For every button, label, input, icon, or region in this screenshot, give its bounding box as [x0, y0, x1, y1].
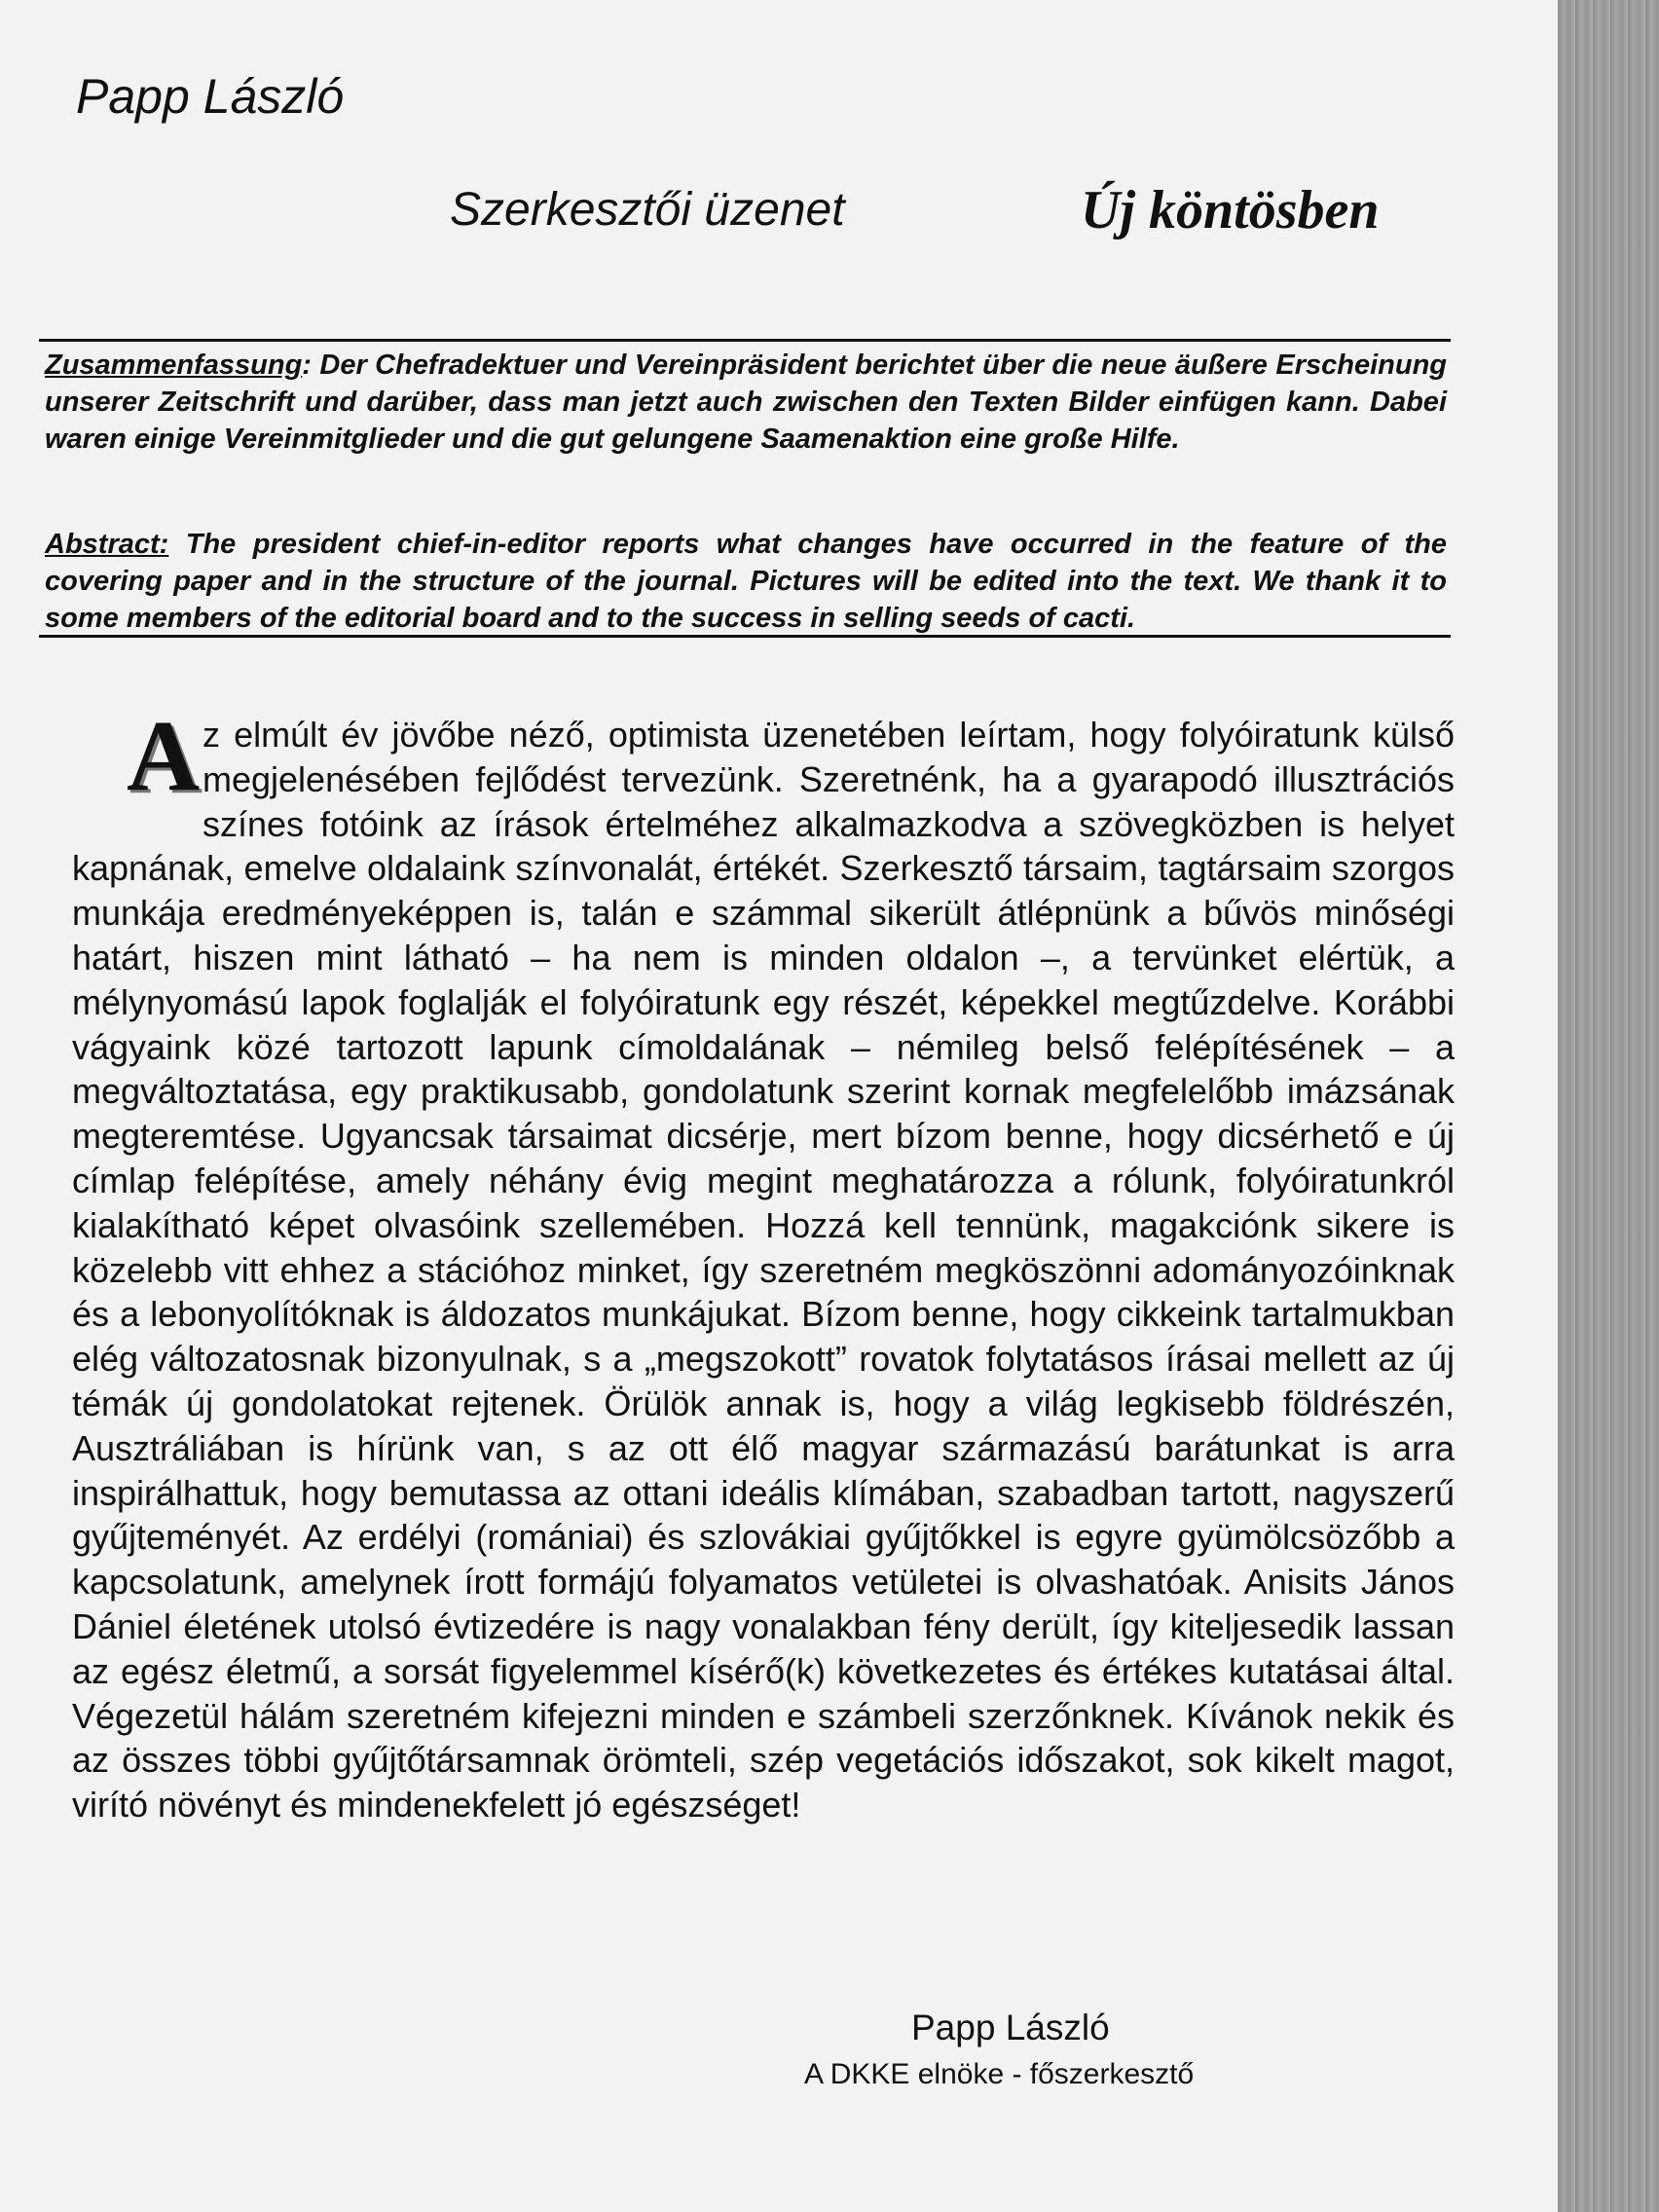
summary-german: [45, 347, 1447, 458]
top-rule: [39, 339, 1451, 342]
abstract-english: [45, 526, 1447, 637]
abstract-english-text: The president chief-in-editor reports what changes have occurred in the feature of the covering paper and in the structure of the journal. Pictures will be edited into the text. We thank it to some members of the editorial board and to the success in selling seeds of cacti.: [45, 529, 1447, 634]
bottom-rule: [39, 635, 1451, 638]
article-title: Új köntösben: [1081, 180, 1380, 240]
section-label: Szerkesztői üzenet: [450, 184, 845, 236]
article-body: [72, 700, 1455, 1827]
article-body-text: z elmúlt év jövőbe néző, optimista üzenetében leírtam, hogy folyóiratunk külső megjelenésében fejlődést tervezünk. Szeretnénk, ha a gyarapodó illusztrációs színes fotóink az írások értelméhez alkalmazkodva a szövegközben is helyet kapnának, emelve oldalaink színvonalát, értékét. Szerkesztő társaim, tagtársaim szorgos munkája eredményeképpen is, talán e számmal sikerült átlépnünk a bűvös minőségi határt, hiszen mint látható – ha nem is minden oldalon –, a tervünket elértük, a mélynyomású lapok foglalják el folyóiratunk egy részét, képekkel megtűzdelve. Korábbi vágyaink közé tartozott lapunk címoldalának – némileg belső felépítésének – a megváltoztatása, egy praktikusabb, gondolatunk szerint kornak megfelelőbb imázsának megteremtése. Ugyancsak társaimat dicsérje, mert bízom benne, hogy dicsérhető e új címlap felépítése, amely néhány évig megint meghatározza a rólunk, folyóiratunkról kialakítható képet olvasóink szellemében. Hozzá kell tennünk, magakciónk sikere is közelebb vitt ehhez a stációhoz minket, így szeretném megköszönni adományozóinknak és a lebonyolítóknak is áldozatos munkájukat. Bízom benne, hogy cikkeink tartalmukban elég változatosnak bizonyulnak, s a „megszokott” rovatok folytatásos írásai mellett az új témák új gondolatokat rejtenek. Örülök annak is, hogy a világ legkisebb földrészén, Ausztráliában is hírünk van, s az ott élő magyar származású barátunkat is arra inspirálhattuk, hogy bemutassa az ottani ideális klímában, szabadban tartott, nagyszerű gyűjteményét. Az erdélyi (romániai) és szlovákiai gyűjtőkkel is egyre gyümölcsözőbb a kapcsolatunk, amelynek írott formájú folyamatos vetületei is olvashatóak. Anisits János Dániel életének utolsó évtizedére is nagy vonalakban fény derült, így kiteljesedik lassan az egész életmű, a sorsát figyelemmel kísérő(k) következetes és értékes kutatásai által. Végezetül hálám szeretném kifejezni minden e számbeli szerzőnknek. Kívánok nekik és az összes többi gyűjtőtársamnak örömteli, szép vegetációs időszakot, sok kikelt magot, virító növényt és mindenekfelett jó egészséget!: [72, 715, 1455, 1825]
abstract-english-label: Abstract:: [45, 529, 169, 560]
page-edge: [1558, 0, 1659, 2212]
author-name: Papp László: [76, 69, 345, 124]
summary-german-text: : Der Chefradektuer und Vereinpräsident berichtet über die neue äußere Erscheinung unserer Zeitschrift und darüber, dass man jetzt auch zwischen den Texten Bilder einfügen kann. Dabei waren einige Vereinmitglieder und die gut gelungene Saamenaktion eine große Hilfe.: [45, 350, 1447, 455]
signature-name: Papp László: [911, 2008, 1110, 2047]
summary-german-label: Zusammenfassung: [45, 350, 303, 381]
drop-cap: A: [127, 700, 201, 812]
signature-role: A DKKE elnöke - főszerkesztő: [804, 2058, 1195, 2090]
